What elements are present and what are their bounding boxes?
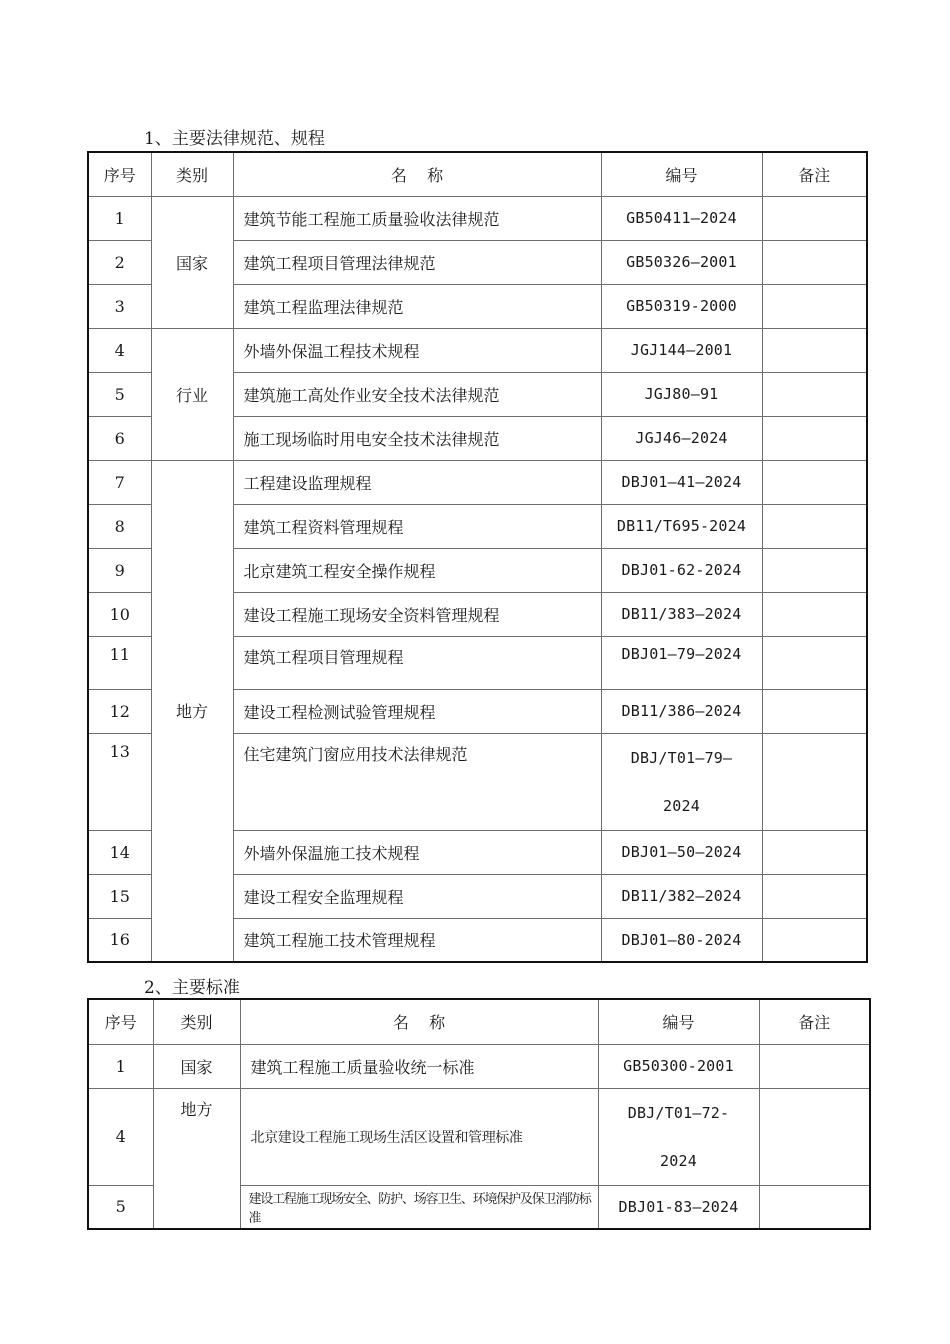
row-code: JGJ46—2024 (601, 416, 762, 460)
header-remark: 备注 (759, 999, 870, 1044)
row-code: DB11/T695-2024 (601, 504, 762, 548)
row-code: DBJ01-83—2024 (598, 1185, 759, 1229)
row-name: 北京建设工程施工现场生活区设置和管理标准 (240, 1088, 598, 1185)
row-code: JGJ144—2001 (601, 328, 762, 372)
row-name: 建筑工程项目管理规程 (233, 636, 601, 689)
row-remark (759, 1044, 870, 1088)
header-name: 名 称 (233, 152, 601, 196)
row-name: 外墙外保温施工技术规程 (233, 830, 601, 874)
row-code (598, 1088, 759, 1185)
row-name: 建筑工程项目管理法律规范 (233, 240, 601, 284)
category-national: 国家 (153, 1044, 240, 1088)
row-name: 建设工程施工现场安全、防护、场容卫生、环境保护及保卫消防标准 (240, 1185, 598, 1229)
row-remark (762, 460, 867, 504)
table-row (88, 1088, 870, 1185)
regulations-table (87, 151, 868, 963)
row-name: 建筑工程施工质量验收统一标准 (240, 1044, 598, 1088)
row-name: 住宅建筑门窗应用技术法律规范 (233, 733, 601, 830)
row-seq: 11 (88, 636, 151, 689)
row-name: 北京建筑工程安全操作规程 (233, 548, 601, 592)
row-seq: 6 (88, 416, 151, 460)
row-seq: 9 (88, 548, 151, 592)
row-seq: 8 (88, 504, 151, 548)
row-seq: 2 (88, 240, 151, 284)
row-remark (762, 416, 867, 460)
row-seq: 7 (88, 460, 151, 504)
header-category: 类别 (151, 152, 233, 196)
row-name: 外墙外保温工程技术规程 (233, 328, 601, 372)
table-row (88, 1044, 870, 1088)
row-seq: 5 (88, 1185, 153, 1229)
table-row (88, 460, 867, 504)
row-name: 建筑工程监理法律规范 (233, 284, 601, 328)
category-local: 地方 (151, 460, 233, 962)
table-row (88, 196, 867, 240)
row-seq: 3 (88, 284, 151, 328)
row-remark (762, 733, 867, 830)
row-seq: 10 (88, 592, 151, 636)
section1-heading: 1、主要法律规范、规程 (144, 129, 325, 149)
row-name: 建筑节能工程施工质量验收法律规范 (233, 196, 601, 240)
row-code: DBJ01—41—2024 (601, 460, 762, 504)
row-remark (762, 372, 867, 416)
row-remark (759, 1088, 870, 1185)
header-category: 类别 (153, 999, 240, 1044)
category-local: 地方 (153, 1088, 240, 1229)
row-code: DBJ01—50—2024 (601, 830, 762, 874)
row-code: GB50300-2001 (598, 1044, 759, 1088)
category-industry: 行业 (151, 328, 233, 460)
row-name: 建设工程施工现场安全资料管理规程 (233, 592, 601, 636)
row-name: 建筑施工高处作业安全技术法律规范 (233, 372, 601, 416)
row-remark (762, 689, 867, 733)
row-code-line1: DBJ/T01—72- (627, 1103, 730, 1122)
header-remark: 备注 (762, 152, 867, 196)
table-header-row (88, 999, 870, 1044)
row-code: DBJ01—80-2024 (601, 918, 762, 962)
row-code: JGJ80—91 (601, 372, 762, 416)
row-remark (762, 548, 867, 592)
row-code: DBJ01—79—2024 (601, 636, 762, 689)
row-remark (762, 592, 867, 636)
section2-heading: 2、主要标准 (144, 978, 240, 998)
header-code: 编号 (598, 999, 759, 1044)
table-row (88, 328, 867, 372)
row-remark (762, 196, 867, 240)
row-name: 建设工程安全监理规程 (233, 874, 601, 918)
row-remark (762, 918, 867, 962)
row-code (601, 733, 762, 830)
row-code: GB50319-2000 (601, 284, 762, 328)
row-code: DB11/382—2024 (601, 874, 762, 918)
row-name: 工程建设监理规程 (233, 460, 601, 504)
row-seq: 15 (88, 874, 151, 918)
header-seq: 序号 (88, 152, 151, 196)
row-seq: 12 (88, 689, 151, 733)
table-header-row (88, 152, 867, 196)
row-code: GB50326—2001 (601, 240, 762, 284)
row-name: 建设工程检测试验管理规程 (233, 689, 601, 733)
row-remark (762, 874, 867, 918)
row-name: 施工现场临时用电安全技术法律规范 (233, 416, 601, 460)
row-seq: 4 (88, 1088, 153, 1185)
row-code-line2: 2024 (663, 796, 700, 815)
header-code: 编号 (601, 152, 762, 196)
row-name: 建筑工程资料管理规程 (233, 504, 601, 548)
row-seq: 16 (88, 918, 151, 962)
header-seq: 序号 (88, 999, 153, 1044)
row-code-line1: DBJ/T01—79— (630, 748, 733, 767)
row-seq: 4 (88, 328, 151, 372)
category-national: 国家 (151, 196, 233, 328)
row-code-line2: 2024 (660, 1151, 697, 1170)
row-seq: 1 (88, 196, 151, 240)
row-code: DB11/383—2024 (601, 592, 762, 636)
row-remark (762, 284, 867, 328)
row-remark (762, 328, 867, 372)
row-code: GB50411—2024 (601, 196, 762, 240)
row-seq: 14 (88, 830, 151, 874)
header-name: 名 称 (240, 999, 598, 1044)
row-remark (762, 504, 867, 548)
row-remark (762, 636, 867, 689)
standards-table (87, 998, 871, 1230)
row-remark (759, 1185, 870, 1229)
row-seq: 1 (88, 1044, 153, 1088)
row-seq: 13 (88, 733, 151, 830)
row-seq: 5 (88, 372, 151, 416)
row-name: 建筑工程施工技术管理规程 (233, 918, 601, 962)
row-remark (762, 240, 867, 284)
row-remark (762, 830, 867, 874)
row-code: DB11/386—2024 (601, 689, 762, 733)
row-code: DBJ01-62-2024 (601, 548, 762, 592)
